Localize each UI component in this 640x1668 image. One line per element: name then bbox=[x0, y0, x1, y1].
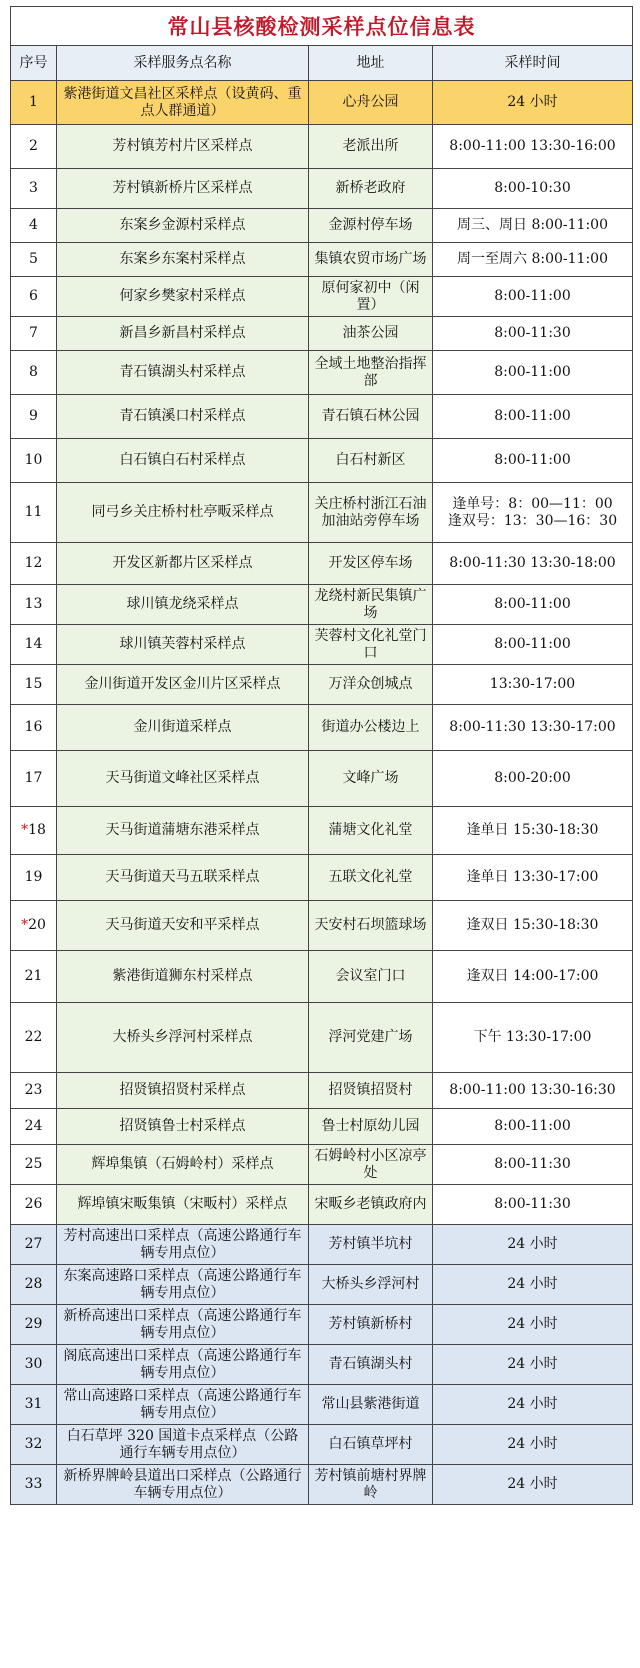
cell-address: 青石镇石林公园 bbox=[309, 395, 433, 439]
cell-time: 8:00-11:00 bbox=[433, 395, 633, 439]
cell-no bbox=[11, 1185, 57, 1225]
cell-time: 周三、周日 8:00-11:00 bbox=[433, 209, 633, 243]
cell-time: 8:00-11:00 13:30-16:00 bbox=[433, 125, 633, 169]
table-row bbox=[11, 1073, 633, 1109]
cell-site-name: 招贤镇鲁士村采样点 bbox=[57, 1109, 309, 1145]
cell-address: 关庄桥村浙江石油加油站旁停车场 bbox=[309, 483, 433, 543]
table-row bbox=[11, 901, 633, 951]
cell-address: 街道办公楼边上 bbox=[309, 705, 433, 751]
table-row bbox=[11, 243, 633, 277]
row-number: 31 bbox=[24, 1396, 43, 1412]
cell-time: 13:30-17:00 bbox=[433, 665, 633, 705]
cell-site-name: 青石镇湖头村采样点 bbox=[57, 351, 309, 395]
cell-no bbox=[11, 439, 57, 483]
cell-time: 8:00-11:00 13:30-16:30 bbox=[433, 1073, 633, 1109]
priority-star: * bbox=[21, 917, 29, 933]
cell-time: 24 小时 bbox=[433, 1225, 633, 1265]
cell-site-name: 天马街道蒲塘东港采样点 bbox=[57, 807, 309, 855]
row-number: 27 bbox=[24, 1236, 43, 1252]
table-row bbox=[11, 855, 633, 901]
cell-time: 24 小时 bbox=[433, 1345, 633, 1385]
cell-no bbox=[11, 351, 57, 395]
cell-site-name: 金川街道开发区金川片区采样点 bbox=[57, 665, 309, 705]
cell-address: 油茶公园 bbox=[309, 317, 433, 351]
cell-site-name: 天马街道天马五联采样点 bbox=[57, 855, 309, 901]
cell-time: 24 小时 bbox=[433, 1425, 633, 1465]
cell-address: 文峰广场 bbox=[309, 751, 433, 807]
cell-site-name: 青石镇溪口村采样点 bbox=[57, 395, 309, 439]
cell-site-name: 东案高速路口采样点（高速公路通行车辆专用点位） bbox=[57, 1265, 309, 1305]
cell-no bbox=[11, 1425, 57, 1465]
table-row bbox=[11, 751, 633, 807]
row-number: 4 bbox=[29, 217, 38, 233]
cell-address: 青石镇湖头村 bbox=[309, 1345, 433, 1385]
cell-no bbox=[11, 125, 57, 169]
header-time: 采样时间 bbox=[433, 46, 633, 81]
row-number: 8 bbox=[29, 364, 38, 380]
table-row bbox=[11, 1425, 633, 1465]
cell-no bbox=[11, 1345, 57, 1385]
row-number: 30 bbox=[24, 1356, 43, 1372]
row-number: 23 bbox=[24, 1082, 43, 1098]
cell-time: 逢双日 15:30-18:30 bbox=[433, 901, 633, 951]
cell-time: 8:00-11:00 bbox=[433, 585, 633, 625]
table-row bbox=[11, 1265, 633, 1305]
cell-time: 逢双日 14:00-17:00 bbox=[433, 951, 633, 1003]
cell-no bbox=[11, 1305, 57, 1345]
cell-address: 五联文化礼堂 bbox=[309, 855, 433, 901]
cell-site-name: 球川镇芙蓉村采样点 bbox=[57, 625, 309, 665]
row-number: 16 bbox=[24, 719, 43, 735]
table-row bbox=[11, 1003, 633, 1073]
cell-address: 老派出所 bbox=[309, 125, 433, 169]
cell-time: 24 小时 bbox=[433, 81, 633, 125]
cell-address: 芳村镇半坑村 bbox=[309, 1225, 433, 1265]
table-row bbox=[11, 209, 633, 243]
cell-site-name: 开发区新都片区采样点 bbox=[57, 543, 309, 585]
cell-site-name: 芳村镇芳村片区采样点 bbox=[57, 125, 309, 169]
table-row bbox=[11, 1185, 633, 1225]
cell-site-name: 大桥头乡浮河村采样点 bbox=[57, 1003, 309, 1073]
row-number: 9 bbox=[29, 408, 38, 424]
table-row bbox=[11, 543, 633, 585]
row-number: 13 bbox=[24, 596, 43, 612]
cell-site-name: 芳村高速出口采样点（高速公路通行车辆专用点位） bbox=[57, 1225, 309, 1265]
cell-address: 心舟公园 bbox=[309, 81, 433, 125]
row-number: 6 bbox=[29, 288, 38, 304]
cell-no bbox=[11, 705, 57, 751]
title-row bbox=[11, 7, 633, 46]
row-number: 7 bbox=[29, 325, 38, 341]
cell-no bbox=[11, 1109, 57, 1145]
cell-time: 逢单日 13:30-17:00 bbox=[433, 855, 633, 901]
cell-address: 全域土地整治指挥部 bbox=[309, 351, 433, 395]
cell-no bbox=[11, 1465, 57, 1505]
row-number: 3 bbox=[29, 180, 38, 196]
cell-address: 开发区停车场 bbox=[309, 543, 433, 585]
table-row bbox=[11, 1465, 633, 1505]
row-number: 11 bbox=[24, 504, 43, 520]
cell-time: 8:00-11:30 13:30-17:00 bbox=[433, 705, 633, 751]
cell-address: 新桥老政府 bbox=[309, 169, 433, 209]
row-number: 32 bbox=[24, 1436, 43, 1452]
cell-time: 逢单日 15:30-18:30 bbox=[433, 807, 633, 855]
cell-address: 芳村镇新桥村 bbox=[309, 1305, 433, 1345]
row-number: 24 bbox=[24, 1118, 43, 1134]
cell-site-name: 辉埠集镇（石姆岭村）采样点 bbox=[57, 1145, 309, 1185]
cell-no bbox=[11, 317, 57, 351]
cell-address: 原何家初中（闲置） bbox=[309, 277, 433, 317]
cell-address: 宋畈乡老镇政府内 bbox=[309, 1185, 433, 1225]
table-row bbox=[11, 1345, 633, 1385]
cell-site-name: 白石镇白石村采样点 bbox=[57, 439, 309, 483]
cell-no bbox=[11, 807, 57, 855]
cell-address: 石姆岭村小区凉亭处 bbox=[309, 1145, 433, 1185]
cell-no bbox=[11, 625, 57, 665]
cell-site-name: 新桥高速出口采样点（高速公路通行车辆专用点位） bbox=[57, 1305, 309, 1345]
table-row bbox=[11, 395, 633, 439]
cell-site-name: 东案乡金源村采样点 bbox=[57, 209, 309, 243]
table-row bbox=[11, 1225, 633, 1265]
cell-address: 集镇农贸市场广场 bbox=[309, 243, 433, 277]
table-row bbox=[11, 665, 633, 705]
row-number: 29 bbox=[24, 1316, 43, 1332]
cell-site-name: 阁底高速出口采样点（高速公路通行车辆专用点位） bbox=[57, 1345, 309, 1385]
cell-time: 8:00-11:00 bbox=[433, 439, 633, 483]
table-row bbox=[11, 81, 633, 125]
table-row bbox=[11, 807, 633, 855]
cell-address: 芙蓉村文化礼堂门口 bbox=[309, 625, 433, 665]
row-number: 18 bbox=[28, 822, 46, 838]
cell-no bbox=[11, 951, 57, 1003]
cell-no bbox=[11, 1385, 57, 1425]
cell-address: 鲁士村原幼儿园 bbox=[309, 1109, 433, 1145]
cell-address: 龙绕村新民集镇广场 bbox=[309, 585, 433, 625]
cell-time: 8:00-11:00 bbox=[433, 1109, 633, 1145]
cell-time: 8:00-11:00 bbox=[433, 625, 633, 665]
cell-time: 下午 13:30-17:00 bbox=[433, 1003, 633, 1073]
cell-no bbox=[11, 395, 57, 439]
row-number: 2 bbox=[29, 138, 38, 154]
cell-site-name: 天马街道文峰社区采样点 bbox=[57, 751, 309, 807]
cell-site-name: 招贤镇招贤村采样点 bbox=[57, 1073, 309, 1109]
cell-time: 8:00-11:00 bbox=[433, 277, 633, 317]
table-row bbox=[11, 277, 633, 317]
cell-site-name: 紫港街道文昌社区采样点（设黄码、重点人群通道） bbox=[57, 81, 309, 125]
row-number: 28 bbox=[24, 1276, 43, 1292]
cell-site-name: 何家乡樊家村采样点 bbox=[57, 277, 309, 317]
cell-address: 万洋众创城点 bbox=[309, 665, 433, 705]
header-row bbox=[11, 46, 633, 81]
table-row bbox=[11, 169, 633, 209]
cell-site-name: 常山高速路口采样点（高速公路通行车辆专用点位） bbox=[57, 1385, 309, 1425]
cell-no bbox=[11, 585, 57, 625]
cell-no bbox=[11, 81, 57, 125]
cell-site-name: 金川街道采样点 bbox=[57, 705, 309, 751]
header-address: 地址 bbox=[309, 46, 433, 81]
cell-time: 8:00-20:00 bbox=[433, 751, 633, 807]
cell-time: 24 小时 bbox=[433, 1465, 633, 1505]
table-row bbox=[11, 705, 633, 751]
cell-no bbox=[11, 665, 57, 705]
table-row bbox=[11, 439, 633, 483]
row-number: 20 bbox=[28, 917, 46, 933]
cell-address: 大桥头乡浮河村 bbox=[309, 1265, 433, 1305]
row-number: 1 bbox=[29, 94, 38, 110]
cell-time: 24 小时 bbox=[433, 1385, 633, 1425]
table-row bbox=[11, 585, 633, 625]
table-row bbox=[11, 351, 633, 395]
row-number: 22 bbox=[24, 1029, 43, 1045]
cell-site-name: 白石草坪 320 国道卡点采样点（公路通行车辆专用点位） bbox=[57, 1425, 309, 1465]
cell-address: 白石村新区 bbox=[309, 439, 433, 483]
cell-address: 金源村停车场 bbox=[309, 209, 433, 243]
table-row bbox=[11, 1385, 633, 1425]
table-row bbox=[11, 1305, 633, 1345]
row-number: 10 bbox=[24, 452, 43, 468]
cell-no bbox=[11, 1145, 57, 1185]
cell-time: 8:00-11:30 bbox=[433, 1145, 633, 1185]
table-row bbox=[11, 317, 633, 351]
cell-site-name: 天马街道天安和平采样点 bbox=[57, 901, 309, 951]
cell-address: 白石镇草坪村 bbox=[309, 1425, 433, 1465]
row-number: 12 bbox=[24, 555, 43, 571]
cell-site-name: 同弓乡关庄桥村杜亭畈采样点 bbox=[57, 483, 309, 543]
cell-site-name: 辉埠镇宋畈集镇（宋畈村）采样点 bbox=[57, 1185, 309, 1225]
cell-no bbox=[11, 1003, 57, 1073]
row-number: 19 bbox=[24, 869, 43, 885]
cell-no bbox=[11, 751, 57, 807]
cell-site-name: 芳村镇新桥片区采样点 bbox=[57, 169, 309, 209]
cell-time: 24 小时 bbox=[433, 1265, 633, 1305]
cell-no bbox=[11, 1073, 57, 1109]
row-number: 5 bbox=[29, 251, 38, 267]
cell-address: 芳村镇前塘村界牌岭 bbox=[309, 1465, 433, 1505]
priority-star: * bbox=[21, 822, 29, 838]
cell-site-name: 紫港街道狮东村采样点 bbox=[57, 951, 309, 1003]
cell-time: 8:00-11:30 13:30-18:00 bbox=[433, 543, 633, 585]
cell-address: 天安村石坝篮球场 bbox=[309, 901, 433, 951]
table-row bbox=[11, 483, 633, 543]
cell-address: 常山县紫港街道 bbox=[309, 1385, 433, 1425]
cell-no bbox=[11, 901, 57, 951]
row-number: 25 bbox=[24, 1156, 43, 1172]
row-number: 15 bbox=[24, 676, 43, 692]
row-number: 21 bbox=[24, 968, 43, 984]
cell-time: 8:00-11:30 bbox=[433, 317, 633, 351]
cell-site-name: 球川镇龙绕采样点 bbox=[57, 585, 309, 625]
table-title: 常山县核酸检测采样点位信息表 bbox=[11, 7, 633, 46]
table-row bbox=[11, 625, 633, 665]
cell-site-name: 东案乡东案村采样点 bbox=[57, 243, 309, 277]
row-number: 33 bbox=[24, 1476, 43, 1492]
cell-address: 会议室门口 bbox=[309, 951, 433, 1003]
cell-time: 8:00-11:30 bbox=[433, 1185, 633, 1225]
header-no: 序号 bbox=[11, 46, 57, 81]
cell-site-name: 新昌乡新昌村采样点 bbox=[57, 317, 309, 351]
cell-no bbox=[11, 543, 57, 585]
cell-address: 招贤镇招贤村 bbox=[309, 1073, 433, 1109]
cell-time: 周一至周六 8:00-11:00 bbox=[433, 243, 633, 277]
cell-no bbox=[11, 855, 57, 901]
cell-no bbox=[11, 483, 57, 543]
cell-time: 8:00-11:00 bbox=[433, 351, 633, 395]
cell-no bbox=[11, 169, 57, 209]
table-row bbox=[11, 951, 633, 1003]
cell-no bbox=[11, 209, 57, 243]
cell-no bbox=[11, 243, 57, 277]
cell-time: 逢单号：8：00—11：00 逢双号：13：30—16：30 bbox=[433, 483, 633, 543]
cell-site-name: 新桥界牌岭县道出口采样点（公路通行车辆专用点位） bbox=[57, 1465, 309, 1505]
cell-address: 蒲塘文化礼堂 bbox=[309, 807, 433, 855]
table-row bbox=[11, 125, 633, 169]
table-row bbox=[11, 1145, 633, 1185]
cell-address: 浮河党建广场 bbox=[309, 1003, 433, 1073]
row-number: 14 bbox=[24, 636, 43, 652]
row-number: 26 bbox=[24, 1196, 43, 1212]
row-number: 17 bbox=[24, 770, 43, 786]
cell-no bbox=[11, 277, 57, 317]
cell-no bbox=[11, 1265, 57, 1305]
cell-time: 8:00-10:30 bbox=[433, 169, 633, 209]
sampling-sites-table bbox=[10, 6, 633, 1505]
table-row bbox=[11, 1109, 633, 1145]
header-name: 采样服务点名称 bbox=[57, 46, 309, 81]
cell-time: 24 小时 bbox=[433, 1305, 633, 1345]
cell-no bbox=[11, 1225, 57, 1265]
